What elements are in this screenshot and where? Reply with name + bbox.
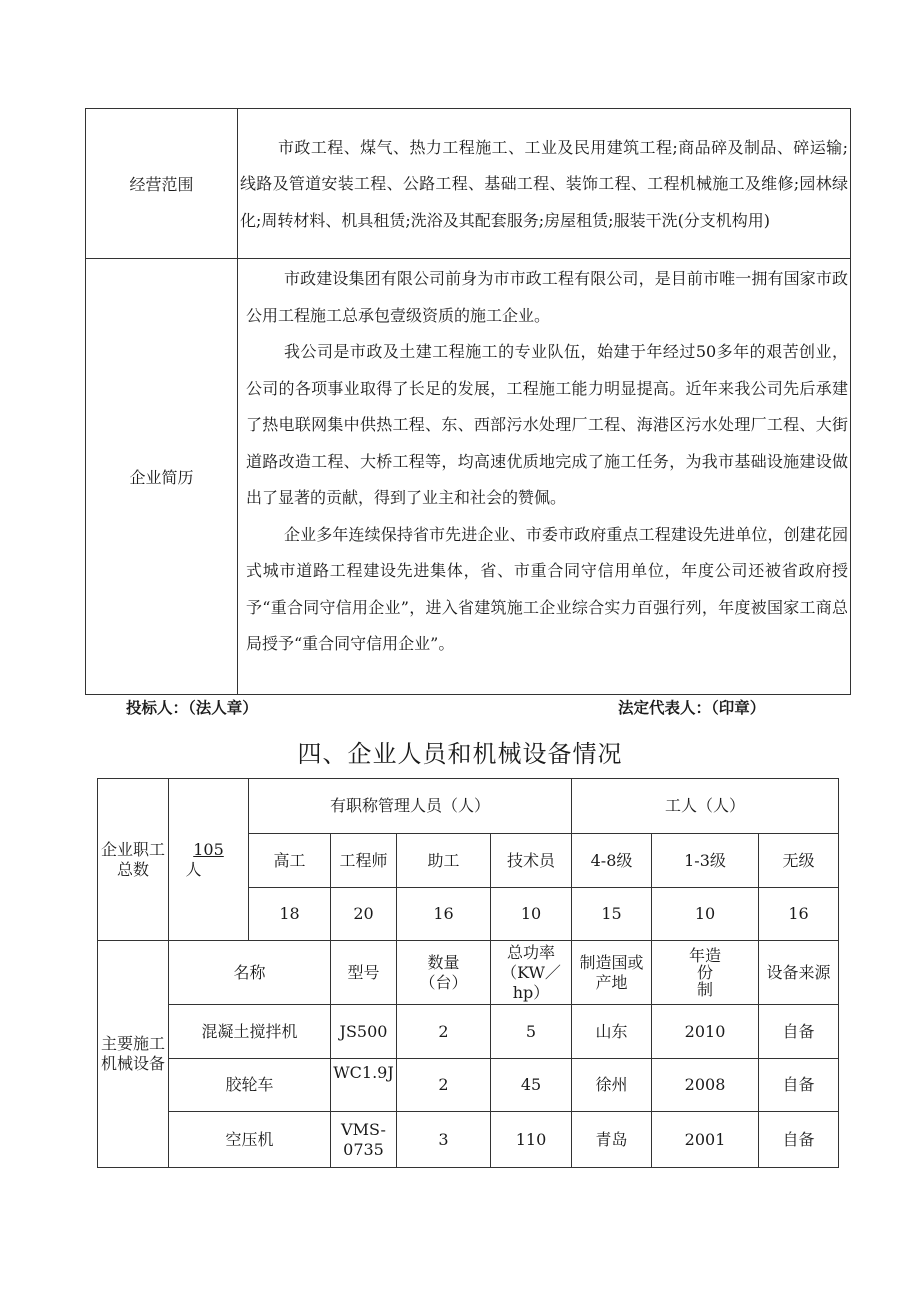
equipment-origin: 山东 — [572, 1005, 652, 1059]
equipment-model: JS500 — [331, 1005, 397, 1059]
business-scope-label: 经营范围 — [86, 109, 238, 259]
equipment-power: 110 — [491, 1112, 572, 1168]
workers-header: 工人（人） — [572, 779, 839, 834]
equipment-label: 主要施工 机械设备 — [98, 941, 169, 1168]
profile-label: 企业简历 — [86, 259, 238, 695]
staff-value: 16 — [397, 888, 491, 941]
equipment-origin: 青岛 — [572, 1112, 652, 1168]
business-scope-text: 市政工程、煤气、热力工程施工、工业及民用建筑工程;商品碎及制品、碎运输;线路及管道安装工程、公路工程、基础工程、装饰工程、工程机械施工及维修;园林绿化;周转材料、机具租赁;洗浴及其配套服务;房屋租赁;服装干洗(分支机构用) — [240, 137, 848, 230]
equipment-name: 胶轮车 — [169, 1059, 331, 1112]
staff-category: 1-3级 — [652, 834, 759, 888]
staff-category: 工程师 — [331, 834, 397, 888]
equipment-qty: 2 — [397, 1005, 491, 1059]
equipment-year: 2010 — [652, 1005, 759, 1059]
equipment-source-header: 设备来源 — [759, 941, 839, 1005]
equipment-year: 2001 — [652, 1112, 759, 1168]
equipment-row — [98, 1005, 839, 1059]
staff-value: 10 — [491, 888, 572, 941]
equipment-qty-header: 数量 （台） — [397, 941, 491, 1005]
equipment-name: 空压机 — [169, 1112, 331, 1168]
staff-total-count: 105 人 — [169, 779, 249, 941]
equipment-row — [98, 1059, 839, 1112]
staff-category: 高工 — [249, 834, 331, 888]
equipment-source: 自备 — [759, 1059, 839, 1112]
equipment-header-row — [98, 941, 839, 1005]
staff-category: 4-8级 — [572, 834, 652, 888]
equipment-power: 45 — [491, 1059, 572, 1112]
profile-paragraph: 企业多年连续保持省市先进企业、市委市政府重点工程建设先进单位，创建花园式城市道路工程建设先进集体，省、市重合同守信用单位，年度公司还被省政府授予“重合同守信用企业”，进入省建筑施工企业综合实力百强行列，年度被国家工商总局授予“重合同守信用企业”。 — [246, 524, 848, 653]
equipment-origin-header: 制造国或 产地 — [572, 941, 652, 1005]
equipment-source: 自备 — [759, 1112, 839, 1168]
staff-header-row — [98, 779, 839, 834]
equipment-year-header: 年造 份 制 — [652, 941, 759, 1005]
staff-value: 20 — [331, 888, 397, 941]
equipment-model: WC1.9J — [331, 1059, 397, 1112]
equipment-source: 自备 — [759, 1005, 839, 1059]
equipment-name: 混凝土搅拌机 — [169, 1005, 331, 1059]
staff-value: 16 — [759, 888, 839, 941]
business-scope-row — [86, 109, 851, 259]
profile-paragraph: 市政建设集团有限公司前身为市市政工程有限公司，是目前市唯一拥有国家市政公用工程施工总承包壹级资质的施工企业。 — [246, 269, 848, 325]
managers-header: 有职称管理人员（人） — [249, 779, 572, 834]
profile-paragraph: 我公司是市政及土建工程施工的专业队伍，始建于年经过50多年的艰苦创业，公司的各项事业取得了长足的发展，工程施工能力明显提高。近年来我公司先后承建了热电联网集中供热工程、东、西部污水处理厂工程、海港区污水处理厂工程、大街道路改造工程、大桥工程等，均高速优质地完成了施工任务，为我市基础设施建设做出了显著的贡献，得到了业主和社会的赞佩。 — [246, 342, 848, 507]
company-info-table — [85, 108, 851, 695]
personnel-equipment-table — [97, 778, 839, 1168]
equipment-power-header: 总功率 （KW／hp） — [491, 941, 572, 1005]
staff-category: 助工 — [397, 834, 491, 888]
staff-value: 15 — [572, 888, 652, 941]
legal-rep-seal-label: 法定代表人：（印章） — [618, 699, 766, 717]
bidder-seal-label: 投标人：（法人章） — [126, 699, 258, 717]
staff-value: 18 — [249, 888, 331, 941]
equipment-year: 2008 — [652, 1059, 759, 1112]
equipment-qty: 3 — [397, 1112, 491, 1168]
equipment-power: 5 — [491, 1005, 572, 1059]
staff-category: 无级 — [759, 834, 839, 888]
staff-value: 10 — [652, 888, 759, 941]
staff-total-label: 企业职工 总数 — [98, 779, 169, 941]
staff-category: 技术员 — [491, 834, 572, 888]
equipment-origin: 徐州 — [572, 1059, 652, 1112]
equipment-row — [98, 1112, 839, 1168]
equipment-model-header: 型号 — [331, 941, 397, 1005]
equipment-model: VMS-0735 — [331, 1112, 397, 1168]
equipment-name-header: 名称 — [169, 941, 331, 1005]
equipment-qty: 2 — [397, 1059, 491, 1112]
profile-row — [86, 259, 851, 695]
section-title: 四、企业人员和机械设备情况 — [297, 740, 623, 768]
